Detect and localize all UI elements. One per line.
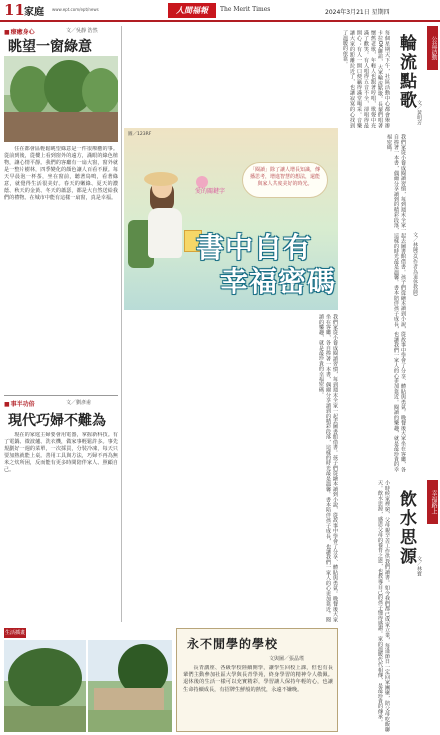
right-article1-author: 文／黃明芳: [416, 100, 422, 125]
article1-title: 眺望一窗綠意: [8, 39, 92, 55]
girl-hat: [144, 172, 178, 186]
right-article2-author: 文／林寶: [416, 556, 422, 576]
article1-body: 住在都會區輕鬆眺望綠意是一件很療癒的事。從前到後，從樓上看到窗外的遠方，滿眼的綠色植物，讓心情平靜。我們的客廳有一扇大窗，窗外就是一整片樹林，四季變化的顏色讓人百看不厭。每天早晨泡一杯茶，坐在窗前，聽著鳥鳴，看著綠意，就覺得生活很美好。春天的嫩綠、夏天的濃蔭、秋天的金黃、冬天的蕭瑟，都是大自然送給我們的禮物。在城市中能有這樣一扇窗，真是幸福。: [4, 146, 118, 201]
newspaper-logo-en: The Merit Times: [220, 6, 271, 13]
right-article1-body: 每個星期天下午，社區活動中心都會舉辦卡拉OK聯誼，大家輪流點歌。長輩們唱著懷舊老歌，年輕人也跟著哼唱，歌聲中充滿了歡笑。有人唱得五音不全，卻唱得最開心；有人一開口便贏得滿堂喝采。音樂讓大家的距離拉近了，也讓寂寞的心找到了溫暖的依靠。: [342, 30, 390, 128]
illustration-tag: 生活插畫: [4, 630, 25, 636]
newspaper-logo: 人間福報: [168, 3, 216, 18]
feature-illustration: [124, 128, 338, 310]
site-url[interactable]: www.ept.com/ept/news: [52, 7, 99, 12]
section-tag-efficiency: ■ 事半功倍: [4, 399, 35, 408]
feature-title-line2: 幸福密碼: [220, 265, 337, 298]
center-article-body-right: 我們家從小養成閱讀習慣，每到週末全家一起去圖書館借書。孩子們從繪本讀到小說，從故事中學會了分享、體貼與勇氣。晚餐後大家坐在客廳，各自捧著一本書，偶爾分享讀到的精彩段落，這樣的時光最是溫馨。書本陪伴孩子成長，也讓我們一家人的心更加靠近。閱讀的樂趣，就是最珍貴的幸福密碼。: [386, 134, 406, 472]
issue-date: 2024年3月21日 星期四: [325, 9, 390, 16]
section-tag-happiness: 幸福路上: [427, 480, 438, 524]
school-building-photo: [88, 640, 172, 732]
love-keyword-label: 愛的關鍵字: [194, 188, 225, 195]
school-tree-photo-left: [4, 640, 86, 732]
divider: [4, 395, 118, 396]
speech-bubble: 「閱讀」除了讓人增長知識，傳播思考，增進智慧的想法，還能與家人共度美好的時光。: [242, 162, 328, 198]
school-article-author: 文與圖／張晶瑤: [269, 656, 305, 662]
right-article2-body: 小時候家裡窮，父母親辛苦工作供我們讀書。如今我們都已成家立業，每逢節日一定回家團聚，陪父母吃飯聊天。飲水思源，感恩父母的養育之恩，也教導自己的孩子懂得感謝。家的溫暖代代相傳，是最珍貴的傳承。: [377, 480, 390, 732]
article2-body: 現在的家庭主婦要會用電器，掌握新科技。有了電鍋、微波爐、洗衣機，做家事輕鬆許多。事先規劃好一週的菜單，一次採買，分裝冷凍，每天只要加熱就能上桌。善用工具與方法，巧婦不再為無米之炊所困，反而能有更多時間陪伴家人、照顧自己。: [4, 432, 118, 473]
section-tag-healing: ■ 療癒身心: [4, 27, 35, 36]
article2-title: 現代巧婦不難為: [8, 413, 106, 429]
school-article-title: 永不閒學的學校: [187, 637, 279, 651]
school-article-box: [176, 628, 338, 732]
column-divider: [121, 26, 122, 622]
article1-author: 文／吳靜 浩然: [66, 28, 98, 34]
article2-author: 文／劉彥甫: [66, 400, 92, 406]
girl-figure: [148, 208, 182, 258]
section-name: 家庭: [24, 7, 44, 18]
feature-title-line1: 書中自有: [196, 231, 313, 264]
page-header: [0, 0, 440, 22]
right-article2-title: 飲水思源: [396, 490, 416, 566]
image-credit: 圖／123RF: [128, 132, 152, 137]
window-greenery-photo: [4, 56, 118, 142]
section-tag-public: 公益活動: [427, 26, 438, 70]
center-article-body-left: 我們家從小養成閱讀習慣，每到週末全家一起去圖書館借書。孩子們從繪本讀到小說，從故事中學會了分享、體貼與勇氣。晚餐後大家坐在客廳，各自捧著一本書，偶爾分享讀到的精彩段落，這樣的時光最是溫馨。書本陪伴孩子成長，也讓我們一家人的心更加靠近。閱讀的樂趣，就是最珍貴的幸福密碼。: [318, 314, 338, 622]
center-article-author: 文／林陳芳(作者為退休教師): [412, 232, 418, 296]
page-number: 11: [4, 1, 25, 19]
school-article-body: 長青講座、各級學校陸續開學，讓學生回校上課，但也有長輩們主動參加社區大學與長青學苑，終身學習的精神令人敬佩。退休後的生活一樣可以充實精彩，學習讓人保持年輕的心，也讓生命持續成長，有招牌生鮮般的熱忱，永遠不嫌晚。: [183, 665, 333, 693]
right-article1-title: 輪流點歌: [396, 34, 416, 110]
